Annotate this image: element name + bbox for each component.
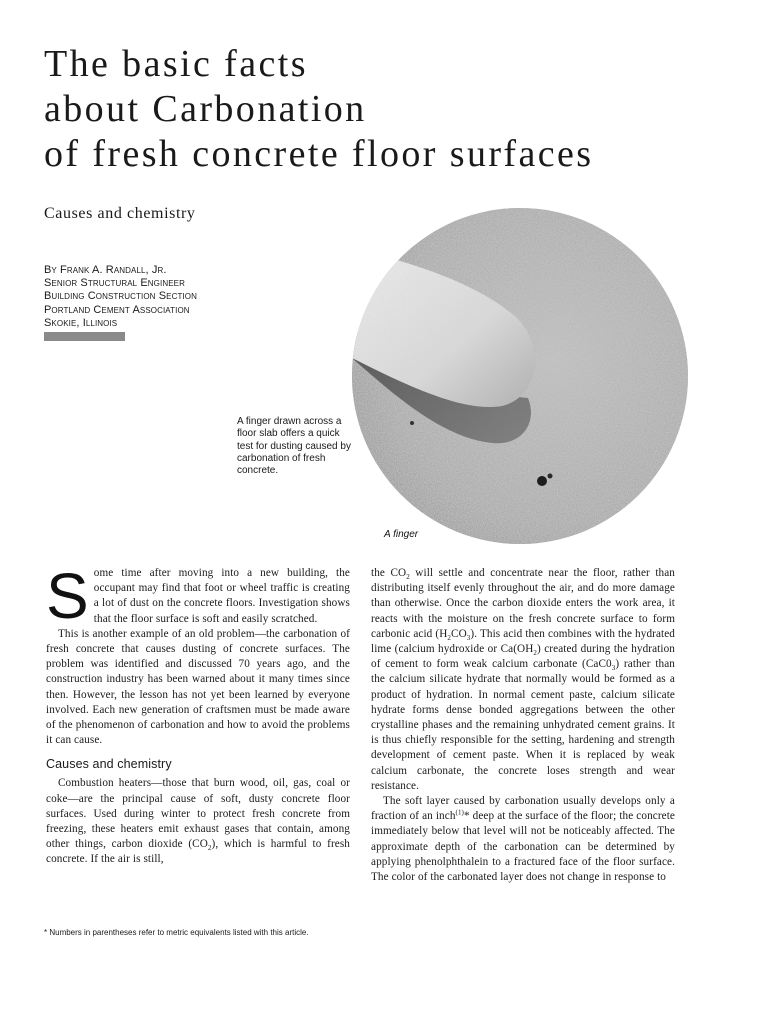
concrete-surface-image bbox=[352, 208, 688, 544]
subscript: 2 bbox=[533, 649, 538, 658]
concrete-photo bbox=[352, 208, 688, 544]
article-title bbox=[44, 42, 734, 177]
byline bbox=[44, 264, 197, 330]
footnote: * Numbers in parentheses refer to metric equivalents listed with this article. bbox=[44, 928, 309, 937]
title-line-3: of fresh concrete floor surfaces bbox=[44, 133, 594, 175]
paragraph-1 bbox=[46, 560, 350, 632]
body-column-left bbox=[46, 560, 350, 868]
subscript: 3 bbox=[611, 664, 616, 673]
subscript: 2 bbox=[447, 634, 452, 643]
paragraph-5-text-b: * deep at the surface of the floor; the concrete immediately below that level will not be noticeably affected. The approximate depth of the carbonation can be determined by applying phenolphthalein to a fractured face of the floor surface. The color of the carbonated layer does not change in response to bbox=[371, 810, 675, 884]
body-column-right bbox=[371, 566, 675, 885]
footnote-ref: (1) bbox=[455, 808, 464, 817]
subscript: 2 bbox=[207, 844, 212, 853]
photo-label: A finger bbox=[384, 529, 419, 540]
subscript: 2 bbox=[406, 573, 410, 582]
paragraph-4-text-d: ). This acid then combines with the hydrated lime (calcium hydroxide or Ca(OH bbox=[371, 627, 675, 656]
title-line-2: about Carbonation bbox=[44, 88, 367, 130]
paragraph-4-text-a: the CO bbox=[371, 567, 407, 579]
byline-city: Skokie, Illinois bbox=[44, 316, 118, 329]
subscript: 3 bbox=[466, 634, 471, 643]
photo-caption: A finger drawn across a floor slab offers a quick test for dusting caused by carbonation of fresh concrete. bbox=[237, 416, 351, 477]
byline-rule bbox=[44, 332, 125, 341]
paragraph-4-text-c: CO bbox=[451, 627, 467, 640]
article-subtitle: Causes and chemistry bbox=[44, 205, 196, 222]
paragraph-4-text-f: ) rather than the calcium silicate hydrate that normally would be formed as a product of hydration. In normal cement paste, calcium silicate hydrate forms dense bonded aggregations between the other crystalline phases and the remaining unhydrated cement grains. It is thus chiefly responsible for the setting, hardening and strength development of cement paste. When it is replaced by weak calcium carbonate, the concrete loses strength and wear resistance. bbox=[371, 658, 675, 792]
paragraph-3 bbox=[46, 776, 350, 867]
paragraph-5-text-a: The soft layer caused by carbonation usually develops only a fraction of an inch bbox=[371, 795, 675, 823]
paragraph-5 bbox=[371, 794, 675, 885]
byline-section: Building Construction Section bbox=[44, 290, 197, 303]
paragraph-4 bbox=[371, 566, 675, 794]
paragraph-1-text: ome time after moving into a new building, the occupant may find that foot or wheel traffic is creating a lot of dust on the concrete floors. Investigation shows that the floor surface is soft and easily scratched. bbox=[93, 567, 350, 625]
drop-cap: S bbox=[46, 560, 89, 632]
byline-position: Senior Structural Engineer bbox=[44, 277, 185, 290]
paragraph-3-text-a: Combustion heaters—those that burn wood, oil, gas, coal or coke—are the principal cause of soft, dusty concrete floor surfaces. Used during winter to protect fresh concrete from freezing, these heaters emit exhaust gases that contain, among other things, carbon dioxide (CO bbox=[46, 777, 350, 851]
paragraph-4-text-e: ) created during the hydration of cement to form weak calcium carbonate (CaC0 bbox=[371, 643, 675, 671]
paragraph-3-text-b: ), which is harmful to fresh concrete. If the air is still, bbox=[46, 838, 350, 866]
byline-organization: Portland Cement Association bbox=[44, 303, 190, 316]
paragraph-4-text-b: will settle and concentrate near the floor, rather than distributing itself evenly throughout the air, and do more damage than otherwise. Once the carbon dioxide enters the work area, it reacts with the moisture on the fresh concrete surface to form carbonic acid (H bbox=[371, 567, 675, 640]
paragraph-2: This is another example of an old problem—the carbonation of fresh concrete that causes dusting of concrete surfaces. The problem was identified and discussed 70 years ago, and the construction industry has been warned about it many times since then. However, the lesson has not yet been learned by everyone involved. Each new generation of craftsmen must be made aware of the phenomenon of carbonation and how to avoid the problems it can cause. bbox=[46, 627, 350, 747]
section-heading: Causes and chemistry bbox=[46, 757, 172, 772]
title-line-1: The basic facts bbox=[44, 43, 308, 85]
byline-author: By Frank A. Randall, Jr. bbox=[44, 264, 167, 276]
